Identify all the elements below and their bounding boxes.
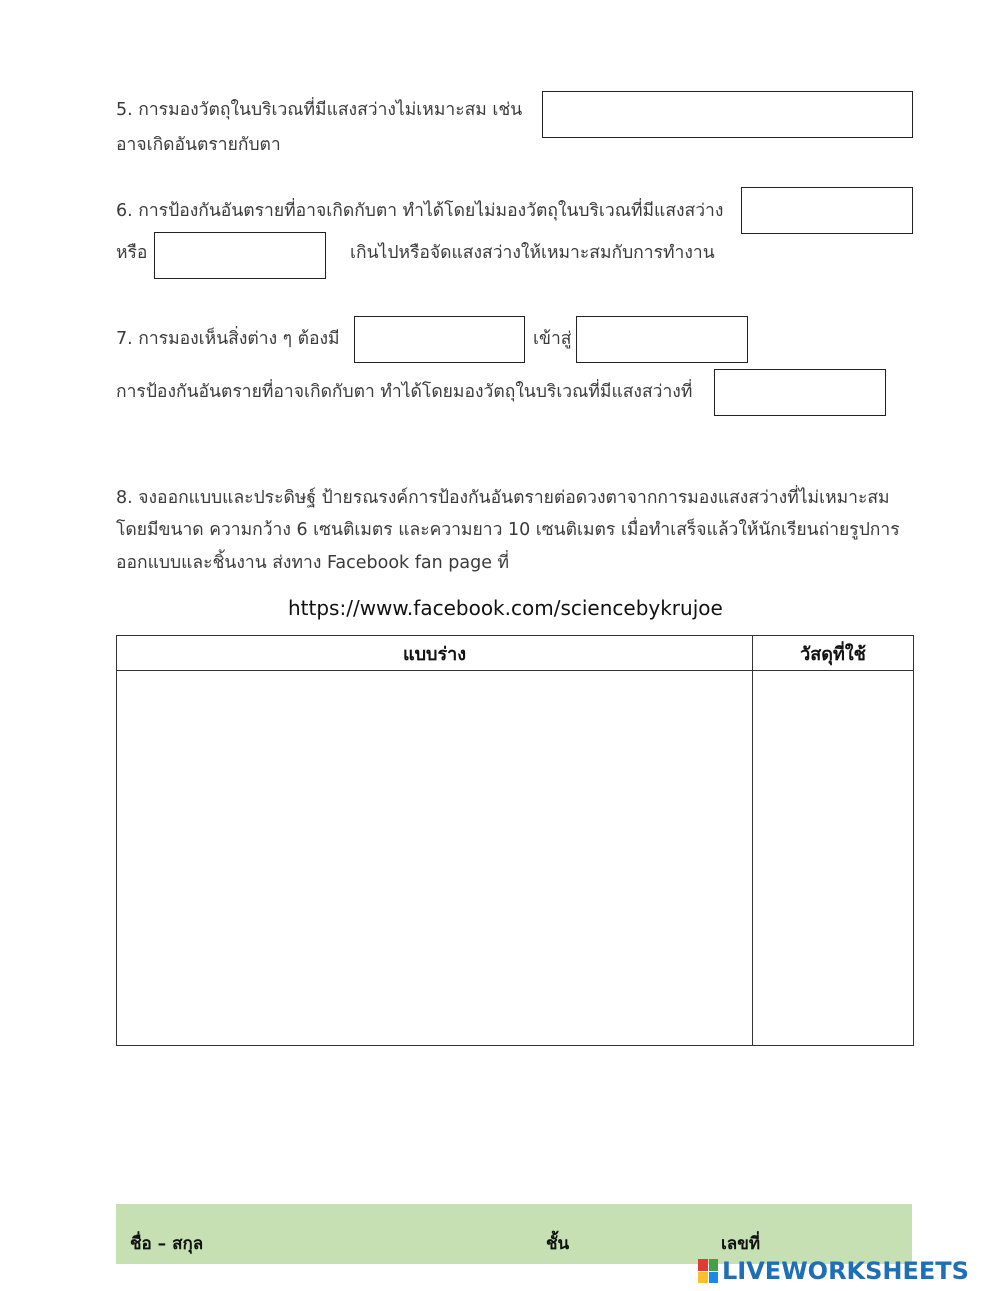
q7-answer-input-1[interactable] (354, 316, 525, 363)
design-table (116, 635, 914, 1046)
q8-line3: ออกแบบและชิ้นงาน ส่งทาง Facebook fan page ที่ (116, 553, 510, 573)
sketch-cell[interactable] (117, 671, 753, 1046)
header-sketch: แบบร่าง (117, 636, 753, 671)
q7-answer-input-3[interactable] (714, 369, 886, 416)
q7-answer-input-2[interactable] (576, 316, 748, 363)
brand-name: LIVEWORKSHEETS (722, 1257, 969, 1285)
q8-line2: โดยมีขนาด ความกว้าง 6 เซนติเมตร และความยาว 10 เซนติเมตร เมื่อทำเสร็จแล้วให้นักเรียนถ่ายรูปการ (116, 520, 900, 540)
q6-prefix: หรือ (116, 243, 148, 263)
q5-line1: 5. การมองวัตถุในบริเวณที่มีแสงสว่างไม่เหมาะสม เช่น (116, 100, 523, 120)
q5-answer-input[interactable] (542, 91, 913, 138)
number-label: เลขที่ (721, 1234, 761, 1254)
liveworksheets-logo-icon (698, 1259, 718, 1283)
header-materials: วัสดุที่ใช้ (753, 636, 914, 671)
facebook-url: https://www.facebook.com/sciencebykrujoe (288, 596, 723, 620)
q7-line2: การป้องกันอันตรายที่อาจเกิดกับตา ทำได้โดยมองวัตถุในบริเวณที่มีแสงสว่างที่ (116, 382, 693, 402)
q6-line1: 6. การป้องกันอันตรายที่อาจเกิดกับตา ทำได้โดยไม่มองวัตถุในบริเวณที่มีแสงสว่าง (116, 201, 724, 221)
q6-suffix: เกินไปหรือจัดแสงสว่างให้เหมาะสมกับการทำงาน (350, 243, 715, 263)
liveworksheets-logo (698, 1257, 969, 1285)
q7-prefix: 7. การมองเห็นสิ่งต่าง ๆ ต้องมี (116, 329, 340, 349)
q6-answer-input-1[interactable] (741, 187, 913, 234)
q5-line2: อาจเกิดอันตรายกับตา (116, 135, 281, 155)
q7-middle: เข้าสู่ (533, 329, 572, 349)
class-label: ชั้น (546, 1234, 570, 1254)
q8-line1: 8. จงออกแบบและประดิษฐ์ ป้ายรณรงค์การป้องกันอันตรายต่อดวงตาจากการมองแสงสว่างที่ไม่เหมาะสม (116, 488, 890, 508)
student-info-bar (116, 1204, 912, 1264)
materials-cell[interactable] (753, 671, 914, 1046)
q6-answer-input-2[interactable] (154, 232, 326, 279)
name-label: ชื่อ – สกุล (130, 1234, 204, 1254)
